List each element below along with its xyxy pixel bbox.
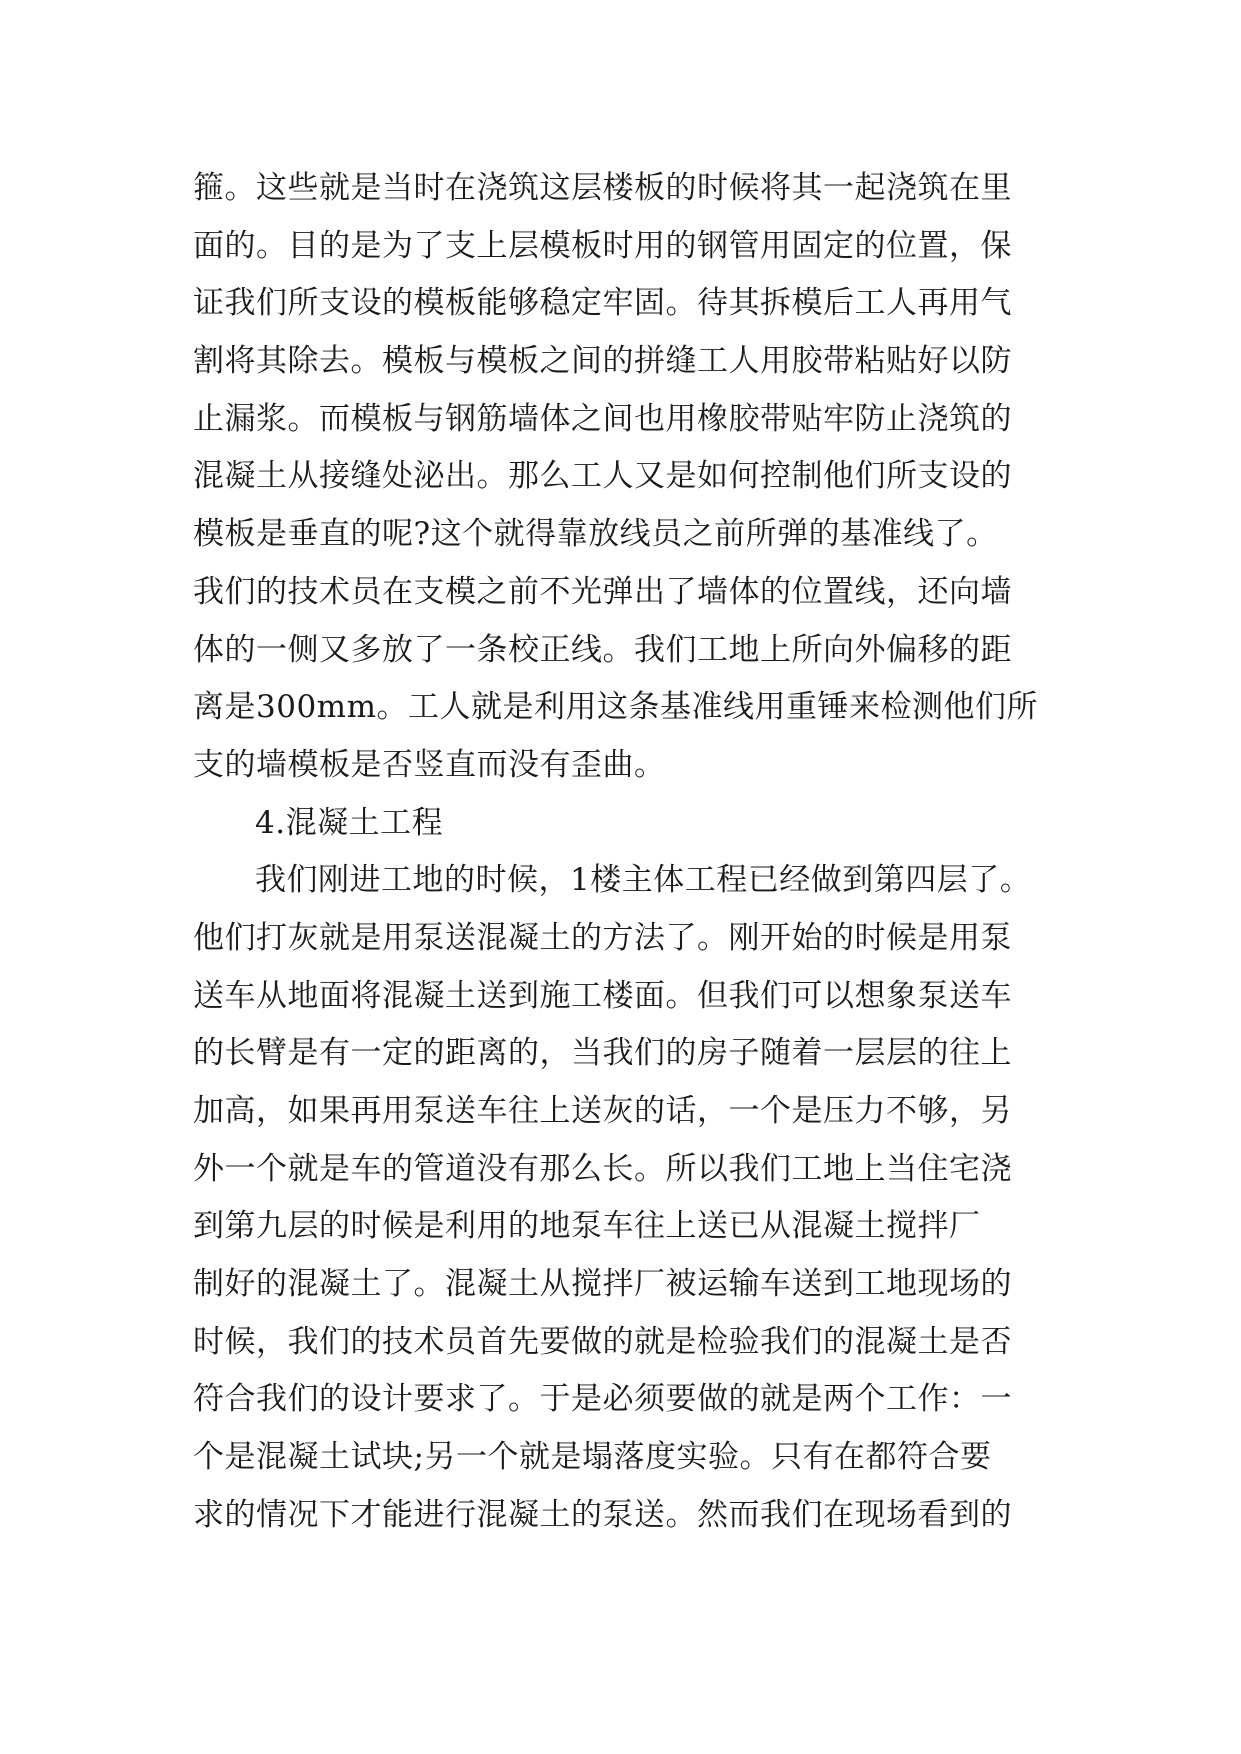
text-line: 制好的混凝土了。混凝土从搅拌厂被运输车送到工地现场的 <box>193 1266 1012 1303</box>
text-line: 证我们所支设的模板能够稳定牢固。待其拆模后工人再用气 <box>193 285 1012 322</box>
text-line: 他们打灰就是用泵送混凝土的方法了。刚开始的时候是用泵 <box>193 919 1012 956</box>
text-line: 模板是垂直的呢?这个就得靠放线员之前所弹的基准线了。 <box>193 516 998 553</box>
text-line: 支的墙模板是否竖直而没有歪曲。 <box>193 746 666 783</box>
text-line: 个是混凝土试块;另一个就是塌落度实验。只有在都符合要 <box>193 1439 992 1476</box>
text-line: 割将其除去。模板与模板之间的拼缝工人用胶带粘贴好以防 <box>193 343 1012 380</box>
text-line: 离是300mm。工人就是利用这条基准线用重锤来检测他们所 <box>193 689 1038 726</box>
text-line: 的长臂是有一定的距离的，当我们的房子随着一层层的往上 <box>193 1035 1012 1072</box>
body-text <box>193 160 1073 1545</box>
text-line: 到第九层的时候是利用的地泵车往上送已从混凝土搅拌厂 <box>193 1208 981 1245</box>
text-line: 加高，如果再用泵送车往上送灰的话，一个是压力不够，另 <box>193 1093 1012 1129</box>
text-line: 时候，我们的技术员首先要做的就是检验我们的混凝土是否 <box>193 1323 1012 1360</box>
text-line: 止漏浆。而模板与钢筋墙体之间也用橡胶带贴牢防止浇筑的 <box>193 400 1012 437</box>
text-line: 我们刚进工地的时候，1楼主体工程已经做到第四层了。 <box>255 862 1032 899</box>
text-line: 混凝土从接缝处泌出。那么工人又是如何控制他们所支设的 <box>193 458 1012 495</box>
text-line: 体的一侧又多放了一条校正线。我们工地上所向外偏移的距 <box>193 631 1012 668</box>
text-line: 送车从地面将混凝土送到施工楼面。但我们可以想象泵送车 <box>193 977 1012 1014</box>
text-line: 外一个就是车的管道没有那么长。所以我们工地上当住宅浇 <box>193 1150 1012 1187</box>
text-line: 求的情况下才能进行混凝土的泵送。然而我们在现场看到的 <box>193 1496 1012 1533</box>
section-heading: 4.混凝土工程 <box>255 804 444 841</box>
text-line: 面的。目的是为了支上层模板时用的钢管用固定的位置，保 <box>193 227 1012 264</box>
text-line: 我们的技术员在支模之前不光弹出了墙体的位置线，还向墙 <box>193 573 1012 610</box>
text-line: 符合我们的设计要求了。于是必须要做的就是两个工作：一 <box>193 1381 1012 1418</box>
text-line: 箍。这些就是当时在浇筑这层楼板的时候将其一起浇筑在里 <box>193 170 1012 206</box>
